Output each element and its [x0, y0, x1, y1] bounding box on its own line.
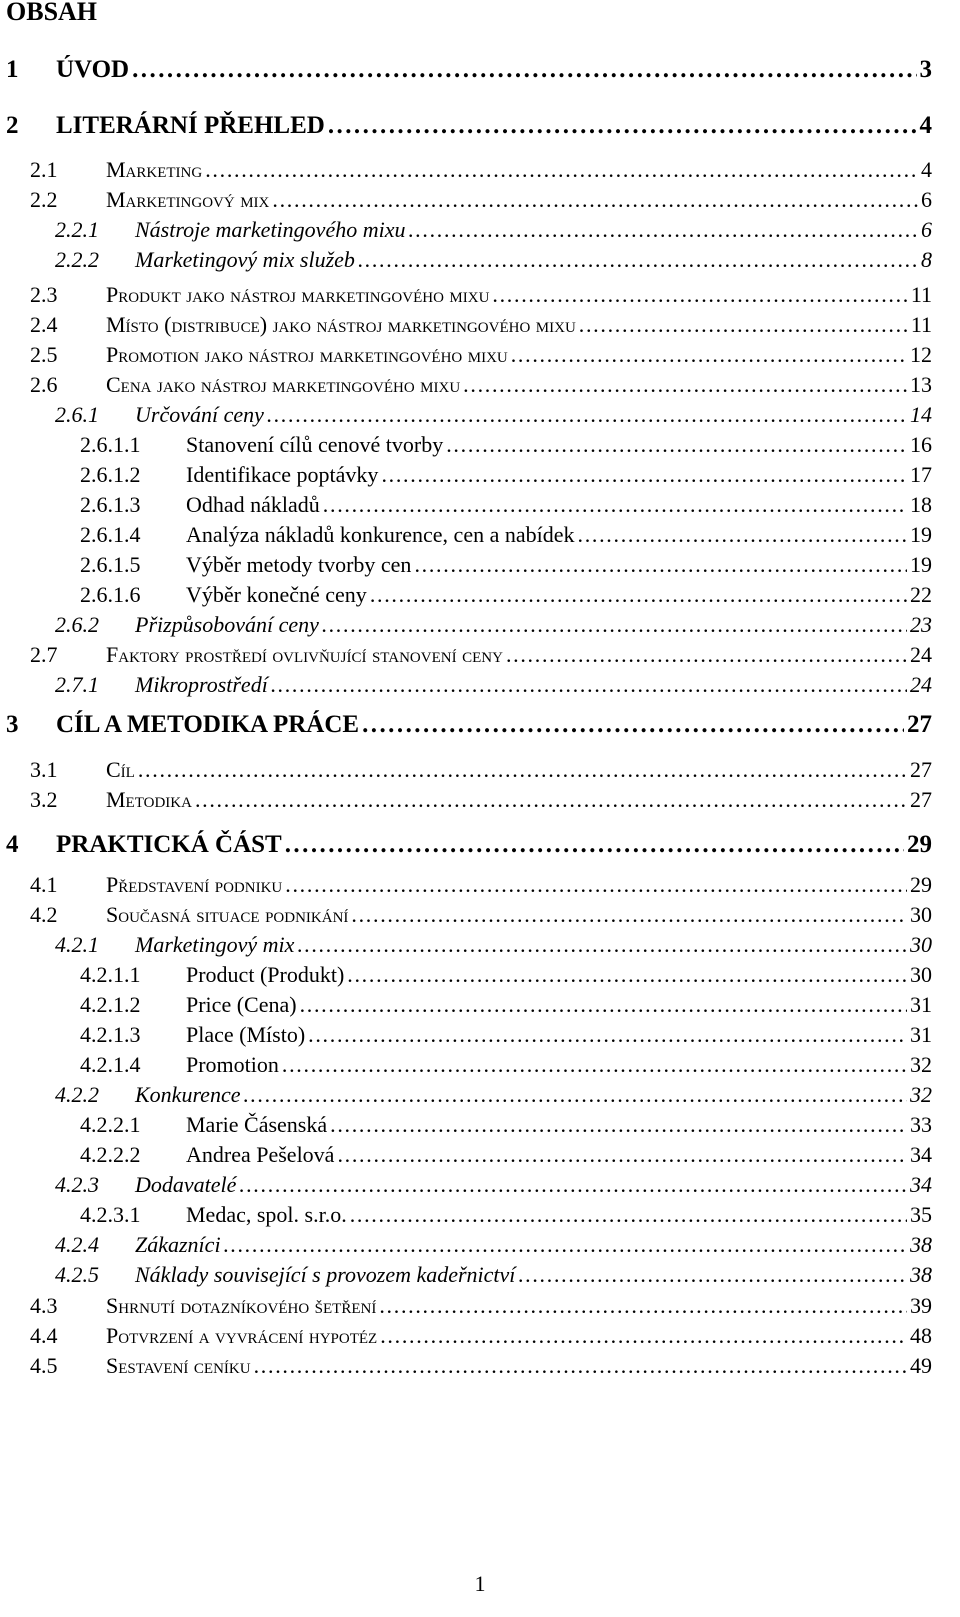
- toc-entry-title: Výběr konečné ceny: [186, 582, 367, 607]
- toc-entry-title: Cíl: [106, 757, 135, 782]
- toc-entry-title: Metodika: [106, 787, 192, 812]
- dot-leader: [506, 640, 907, 670]
- dot-leader: [446, 430, 907, 460]
- toc-entry[interactable]: [80, 990, 932, 1020]
- toc-entry-page: 32: [910, 1052, 932, 1077]
- toc-entry-title: Potvrzení a vyvrácení hypotéz: [106, 1323, 378, 1348]
- toc-entry[interactable]: [80, 960, 932, 990]
- toc-entry[interactable]: [80, 430, 932, 460]
- toc-entry[interactable]: [30, 1321, 932, 1351]
- toc-entry-page: 11: [910, 312, 932, 337]
- dot-leader: [328, 111, 917, 141]
- dot-leader: [362, 710, 904, 740]
- toc-entry-page: 19: [910, 552, 932, 577]
- toc-entry-page: 18: [910, 492, 932, 517]
- toc-entry-title: Identifikace poptávky: [186, 462, 379, 487]
- toc-entry-number: 2.2.1: [55, 217, 99, 242]
- toc-entry[interactable]: [55, 245, 932, 275]
- dot-leader: [254, 1351, 907, 1381]
- toc-entry-page: 30: [910, 962, 932, 987]
- toc-entry-number: 4.2.5: [55, 1262, 99, 1287]
- toc-entry-number: 3.1: [30, 757, 58, 782]
- dot-leader: [297, 930, 907, 960]
- dot-leader: [300, 990, 907, 1020]
- toc-entry-number: 2.6.1.6: [80, 582, 141, 607]
- toc-entry[interactable]: [55, 1170, 932, 1200]
- toc-entry-number: 4.4: [30, 1323, 58, 1348]
- dot-leader: [205, 155, 918, 185]
- toc-entry[interactable]: [30, 785, 932, 815]
- toc-entry[interactable]: [80, 1140, 932, 1170]
- toc-entry-number: 4.2.4: [55, 1232, 99, 1257]
- toc-entry-title: Marketingový mix: [106, 187, 270, 212]
- toc-entry-number: 4.2.3.1: [80, 1202, 141, 1227]
- toc-entry[interactable]: [55, 670, 932, 700]
- dot-leader: [350, 1200, 907, 1230]
- toc-entry[interactable]: [6, 710, 932, 740]
- dot-leader: [579, 310, 908, 340]
- toc-entry-page: 39: [910, 1293, 932, 1318]
- toc-entry-title: ÚVOD: [56, 56, 130, 83]
- toc-entry-number: 4.2.1.1: [80, 962, 141, 987]
- dot-leader: [511, 340, 907, 370]
- dot-leader: [267, 400, 907, 430]
- toc-entry-page: 27: [910, 757, 932, 782]
- toc-entry[interactable]: [30, 280, 932, 310]
- dot-leader: [195, 785, 907, 815]
- toc-entry-page: 27: [910, 787, 932, 812]
- dot-leader: [337, 1140, 907, 1170]
- toc-entry-title: Určování ceny: [135, 402, 264, 427]
- toc-entry-number: 4.2.1.2: [80, 992, 141, 1017]
- toc-entry-title: Medac, spol. s.r.o.: [186, 1202, 347, 1227]
- dot-leader: [351, 900, 907, 930]
- toc-entry[interactable]: [30, 340, 932, 370]
- toc-entry-page: 48: [910, 1323, 932, 1348]
- toc-entry-number: 4.2.3: [55, 1172, 99, 1197]
- toc-entry-number: 4.3: [30, 1293, 58, 1318]
- toc-entry-title: Stanovení cílů cenové tvorby: [186, 432, 444, 457]
- toc-entry-number: 2.6.1.1: [80, 432, 141, 457]
- toc-entry-page: 11: [910, 282, 932, 307]
- toc-entry-number: 4.2.1.3: [80, 1022, 141, 1047]
- dot-leader: [272, 185, 918, 215]
- toc-entry-page: 32: [910, 1082, 932, 1107]
- toc-entry[interactable]: [30, 755, 932, 785]
- toc-entry-page: 14: [910, 402, 932, 427]
- toc-entry-title: Náklady související s provozem kadeřnictví: [135, 1262, 516, 1287]
- toc-entry-page: 31: [910, 1022, 932, 1047]
- toc-entry-page: 8: [921, 247, 932, 272]
- dot-leader: [308, 1020, 907, 1050]
- toc-entry-number: 4.2.2.2: [80, 1142, 141, 1167]
- toc-entry-page: 34: [910, 1142, 932, 1167]
- toc-entry-title: Place (Místo): [186, 1022, 306, 1047]
- dot-leader: [370, 580, 907, 610]
- toc-entry-number: 2.6: [30, 372, 58, 397]
- dot-leader: [285, 830, 904, 860]
- toc-entry-number: 2.6.1: [55, 402, 99, 427]
- dot-leader: [224, 1230, 907, 1260]
- dot-leader: [322, 610, 907, 640]
- page-title: OBSAH: [6, 0, 98, 26]
- toc-entry-title: Price (Cena): [186, 992, 297, 1017]
- dot-leader: [518, 1260, 907, 1290]
- toc-entry-page: 23: [910, 612, 932, 637]
- toc-entry-number: 4.2.2: [55, 1082, 99, 1107]
- toc-entry-number: 4.5: [30, 1353, 58, 1378]
- toc-entry-number: 2.7: [30, 642, 58, 667]
- dot-leader: [414, 550, 907, 580]
- toc-entry-number: 2.7.1: [55, 672, 99, 697]
- toc-entry-title: Místo (distribuce) jako nástroj marketingového mixu: [106, 312, 576, 337]
- toc-entry-number: 2.2.2: [55, 247, 99, 272]
- toc-entry-page: 17: [910, 462, 932, 487]
- toc-entry-number: 2.6.1.2: [80, 462, 141, 487]
- toc-entry-page: 34: [910, 1172, 932, 1197]
- toc-entry-number: 2.1: [30, 157, 58, 182]
- toc-entry-title: PRAKTICKÁ ČÁST: [56, 831, 282, 858]
- toc-entry[interactable]: [80, 1050, 932, 1080]
- toc-entry[interactable]: [30, 185, 932, 215]
- toc-entry[interactable]: [30, 870, 932, 900]
- toc-entry-number: 2.2: [30, 187, 58, 212]
- toc-entry-title: Promotion jako nástroj marketingového mixu: [106, 342, 508, 367]
- toc-entry[interactable]: [80, 580, 932, 610]
- toc-entry-page: 22: [910, 582, 932, 607]
- toc-entry-page: 13: [910, 372, 932, 397]
- toc-entry[interactable]: [80, 490, 932, 520]
- dot-leader: [138, 755, 907, 785]
- toc-entry-title: Faktory prostředí ovlivňující stanovení ceny: [106, 642, 503, 667]
- toc-entry-number: 2.6.1.5: [80, 552, 141, 577]
- toc-entry[interactable]: [55, 1260, 932, 1290]
- toc-entry-page: 24: [910, 642, 932, 667]
- toc-entry-title: Marketingový mix: [135, 932, 295, 957]
- toc-entry-page: 30: [910, 902, 932, 927]
- toc-entry[interactable]: [30, 1351, 932, 1381]
- toc-entry-number: 2.6.1.4: [80, 522, 141, 547]
- toc-entry[interactable]: [30, 1291, 932, 1321]
- toc-entry-number: 2.4: [30, 312, 58, 337]
- toc-entry-page: 3: [919, 56, 932, 83]
- dot-leader: [271, 670, 907, 700]
- toc-entry-page: 38: [910, 1262, 932, 1287]
- toc-entry-number: 2.5: [30, 342, 58, 367]
- toc-entry-title: Marketing: [106, 157, 203, 182]
- toc-entry[interactable]: [80, 550, 932, 580]
- dot-leader: [347, 960, 907, 990]
- toc-entry-title: Dodavatelé: [135, 1172, 237, 1197]
- dot-leader: [578, 520, 908, 550]
- toc-entry-number: 3: [6, 711, 19, 738]
- toc-entry-title: Marketingový mix služeb: [135, 247, 355, 272]
- toc-entry-page: 33: [910, 1112, 932, 1137]
- dot-leader: [243, 1080, 907, 1110]
- toc-entry-page: 35: [910, 1202, 932, 1227]
- toc-entry-title: Andrea Pešelová: [186, 1142, 335, 1167]
- toc-entry-title: Produkt jako nástroj marketingového mixu: [106, 282, 490, 307]
- dot-leader: [132, 55, 916, 85]
- toc-entry-number: 3.2: [30, 787, 58, 812]
- toc-entry[interactable]: [6, 55, 932, 85]
- toc-entry-page: 29: [907, 831, 932, 858]
- dot-leader: [285, 870, 907, 900]
- toc-entry-page: 27: [907, 711, 932, 738]
- toc-entry-title: Marie Čásenská: [186, 1112, 328, 1137]
- toc-entry-title: CÍL A METODIKA PRÁCE: [56, 711, 360, 738]
- dot-leader: [408, 215, 918, 245]
- toc-entry-number: 4.2.2.1: [80, 1112, 141, 1137]
- toc-entry-number: 4.2.1: [55, 932, 99, 957]
- toc-entry-page: 16: [910, 432, 932, 457]
- toc-entry-title: Cena jako nástroj marketingového mixu: [106, 372, 461, 397]
- toc-entry[interactable]: [6, 830, 932, 860]
- toc-entry-title: Současná situace podnikání: [106, 902, 349, 927]
- toc-entry-page: 6: [921, 217, 932, 242]
- dot-leader: [239, 1170, 907, 1200]
- toc-entry-page: 4: [921, 157, 932, 182]
- toc-entry[interactable]: [80, 460, 932, 490]
- toc-entry-page: 6: [921, 187, 932, 212]
- toc-entry-number: 2: [6, 112, 19, 139]
- page-number: 1: [474, 1571, 486, 1596]
- toc-entry-page: 31: [910, 992, 932, 1017]
- dot-leader: [463, 370, 907, 400]
- toc-entry-number: 2.6.1.3: [80, 492, 141, 517]
- toc-entry-number: 4.2: [30, 902, 58, 927]
- toc-entry-page: 38: [910, 1232, 932, 1257]
- toc-entry-page: 12: [910, 342, 932, 367]
- dot-leader: [330, 1110, 907, 1140]
- toc-entry[interactable]: [55, 1080, 932, 1110]
- dot-leader: [323, 490, 907, 520]
- toc-entry[interactable]: [80, 1200, 932, 1230]
- toc-entry-title: Sestavení ceníku: [106, 1353, 251, 1378]
- toc-entry-page: 4: [919, 112, 932, 139]
- toc-entry-page: 49: [910, 1353, 932, 1378]
- toc-entry-page: 24: [910, 672, 932, 697]
- toc-entry-title: Promotion: [186, 1052, 279, 1077]
- toc-entry-page: 29: [910, 872, 932, 897]
- toc-entry[interactable]: [55, 1230, 932, 1260]
- toc-entry-page: 30: [910, 932, 932, 957]
- toc-entry[interactable]: [30, 900, 932, 930]
- toc-entry-number: 4.1: [30, 872, 58, 897]
- toc-entry-number: 2.6.2: [55, 612, 99, 637]
- toc-entry[interactable]: [30, 155, 932, 185]
- toc-entry[interactable]: [55, 930, 932, 960]
- toc-entry-title: Odhad nákladů: [186, 492, 320, 517]
- toc-entry-title: Product (Produkt): [186, 962, 345, 987]
- toc-entry-title: Analýza nákladů konkurence, cen a nabídek: [186, 522, 575, 547]
- toc-entry-number: 1: [6, 56, 19, 83]
- toc-entry-title: Mikroprostředí: [135, 672, 268, 697]
- toc-entry-title: Zákazníci: [135, 1232, 221, 1257]
- toc-entry[interactable]: [55, 610, 932, 640]
- toc-entry[interactable]: [30, 640, 932, 670]
- dot-leader: [381, 460, 907, 490]
- toc-entry-number: 4: [6, 831, 19, 858]
- toc-entry[interactable]: [80, 520, 932, 550]
- dot-leader: [282, 1050, 907, 1080]
- toc-entry[interactable]: [6, 111, 932, 141]
- toc-entry-title: Představení podniku: [106, 872, 283, 897]
- dot-leader: [380, 1321, 907, 1351]
- toc-entry[interactable]: [30, 370, 932, 400]
- toc-entry-title: LITERÁRNÍ PŘEHLED: [56, 112, 325, 139]
- toc-entry-number: 2.3: [30, 282, 58, 307]
- toc-entry[interactable]: [80, 1020, 932, 1050]
- toc-entry[interactable]: [80, 1110, 932, 1140]
- toc-entry-title: Nástroje marketingového mixu: [135, 217, 406, 242]
- toc-entry-page: 19: [910, 522, 932, 547]
- dot-leader: [379, 1291, 907, 1321]
- toc-entry[interactable]: [55, 400, 932, 430]
- toc-entry-number: 4.2.1.4: [80, 1052, 141, 1077]
- toc-entry-title: Přizpůsobování ceny: [135, 612, 319, 637]
- toc-entry-title: Konkurence: [135, 1082, 241, 1107]
- dot-leader: [358, 245, 918, 275]
- toc-entry[interactable]: [30, 310, 932, 340]
- dot-leader: [492, 280, 907, 310]
- toc-entry-title: Výběr metody tvorby cen: [186, 552, 412, 577]
- toc-entry-title: Shrnutí dotazníkového šetření: [106, 1293, 377, 1318]
- toc-entry[interactable]: [55, 215, 932, 245]
